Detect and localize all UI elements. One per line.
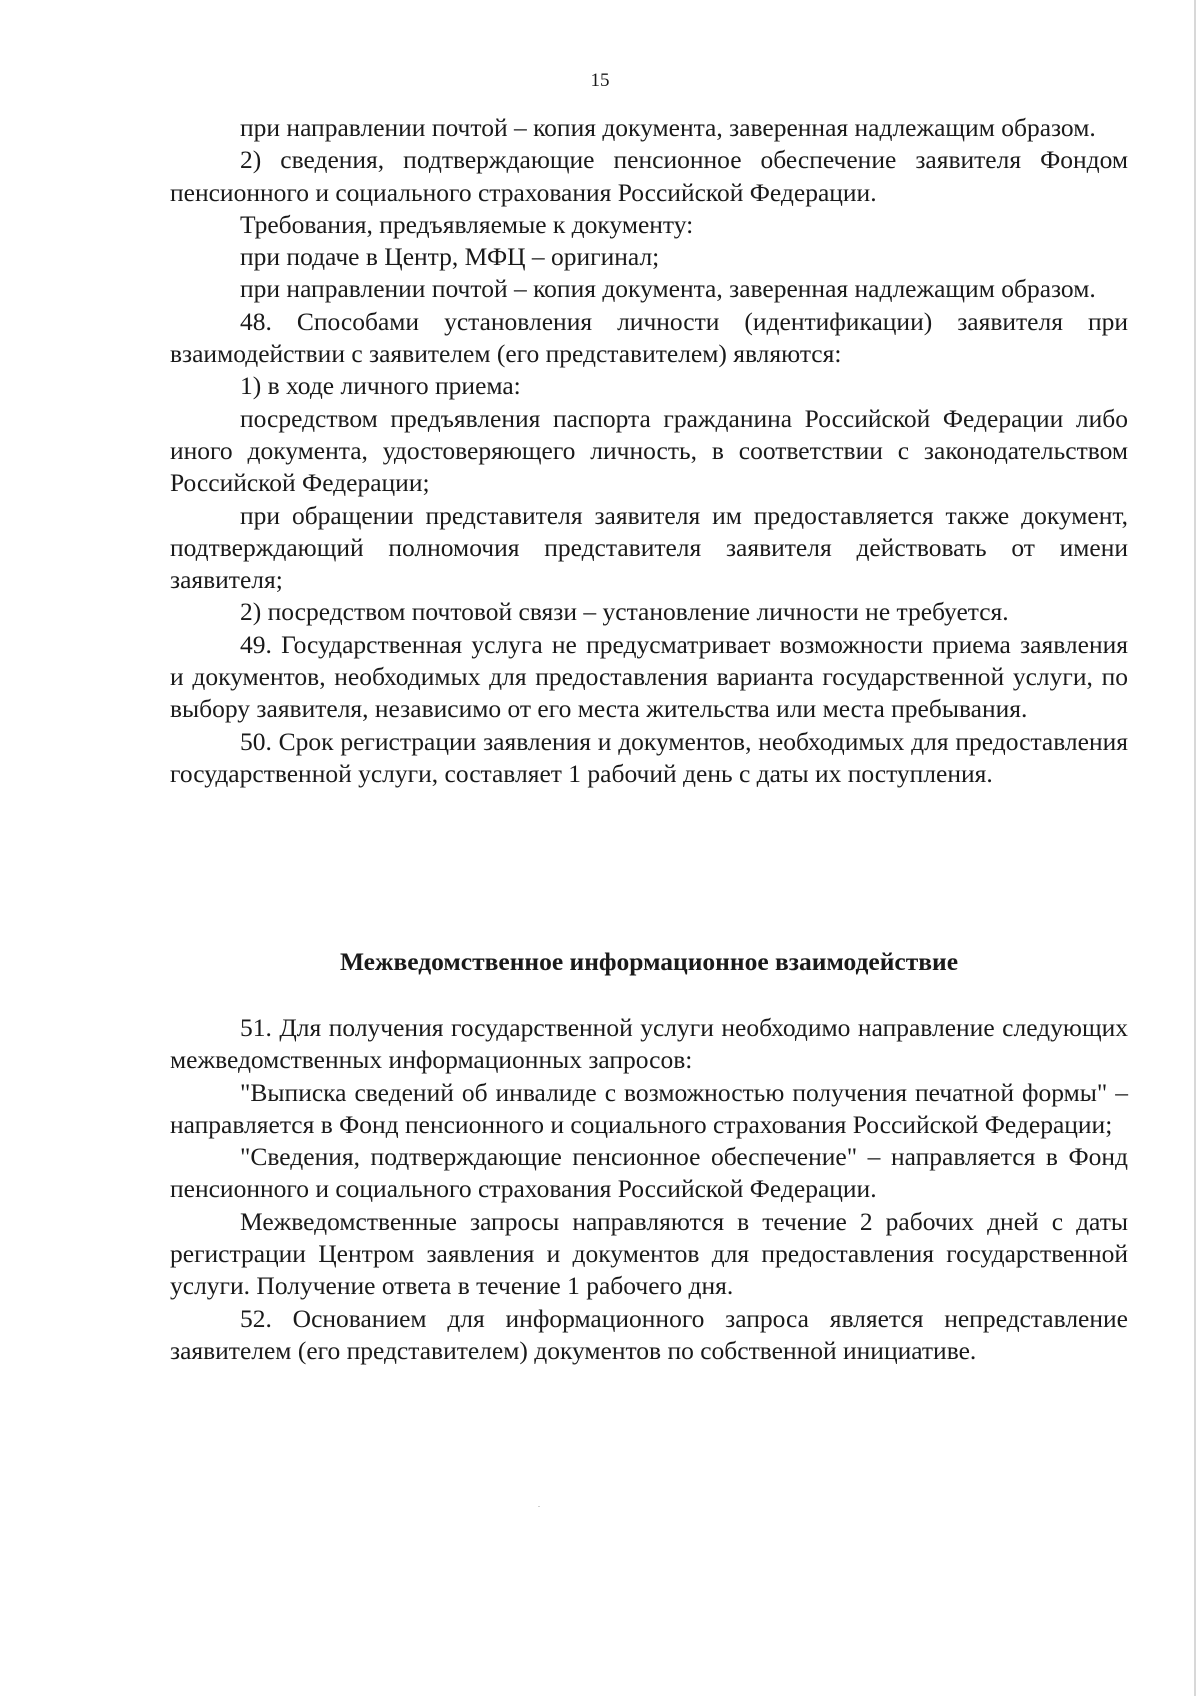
paragraph-mail-copy-1: при направлении почтой – копия документа, заверенная надлежащим образом. [240,113,1096,142]
paragraph-postal: 2) посредством почтовой связи – установление личности не требуется. [240,597,1009,627]
paragraph-50: 50. Срок регистрации заявления и документов, необходимых для предоставления государственной услуги, составляет 1 рабочий день с даты их поступления. [170,726,1128,788]
scan-edge-line [1194,0,1196,1696]
paragraph-mail-copy-2: при направлении почтой – копия документа, заверенная надлежащим образом. [240,274,1096,304]
paragraph-representative: при обращении представителя заявителя им предоставляется также документ, подтверждающий полномочия представителя заявителя действовать от имени заявителя; [170,500,1128,595]
paragraph-personal-reception: 1) в ходе личного приема: [240,371,521,401]
scan-speck [538,1506,540,1507]
paragraph-51: 51. Для получения государственной услуги необходимо направление следующих межведомственных информационных запросов: [170,1013,1128,1075]
paragraph-passport: посредством предъявления паспорта гражданина Российской Федерации либо иного документа, удостоверяющего личность, в соответствии с законодательством Российской Федерации; [170,403,1128,498]
paragraph-pension-info: 2) сведения, подтверждающие пенсионное обеспечение заявителя Фондом пенсионного и социального страхования Российской Федерации. [170,145,1128,207]
paragraph-disability-extract: "Выписка сведений об инвалиде с возможностью получения печатной формы" – направляется в Фонд пенсионного и социального страхования Российской Федерации; [170,1077,1128,1139]
paragraph-48: 48. Способами установления личности (идентификации) заявителя при взаимодействии с заявителем (его представителем) являются: [170,306,1128,369]
paragraph-49: 49. Государственная услуга не предусматривает возможности приема заявления и документов, необходимых для предоставления варианта государственной услуги, по выбору заявителя, независимо от его места жительства или места пребывания. [170,629,1128,724]
section-heading: Межведомственное информационное взаимодействие [339,947,959,976]
paragraph-original: при подаче в Центр, МФЦ – оригинал; [240,242,660,272]
body-text-bottom [170,1012,1128,1367]
paragraph-doc-requirements: Требования, предъявляемые к документу: [240,209,694,239]
paragraph-52: 52. Основанием для информационного запроса является непредставление заявителем (его представителем) документов по собственной инициативе. [170,1303,1128,1365]
paragraph-request-deadline: Межведомственные запросы направляются в течение 2 рабочих дней с даты регистрации Центром заявления и документов для предоставления государственной услуги. Получение ответа в течение 1 рабочего дня. [170,1206,1128,1301]
paragraph-pension-request: "Сведения, подтверждающие пенсионное обеспечение" – направляется в Фонд пенсионного и социального страхования Российской Федерации. [170,1142,1128,1204]
page-number: 15 [590,70,610,91]
body-text-top [170,112,1128,790]
